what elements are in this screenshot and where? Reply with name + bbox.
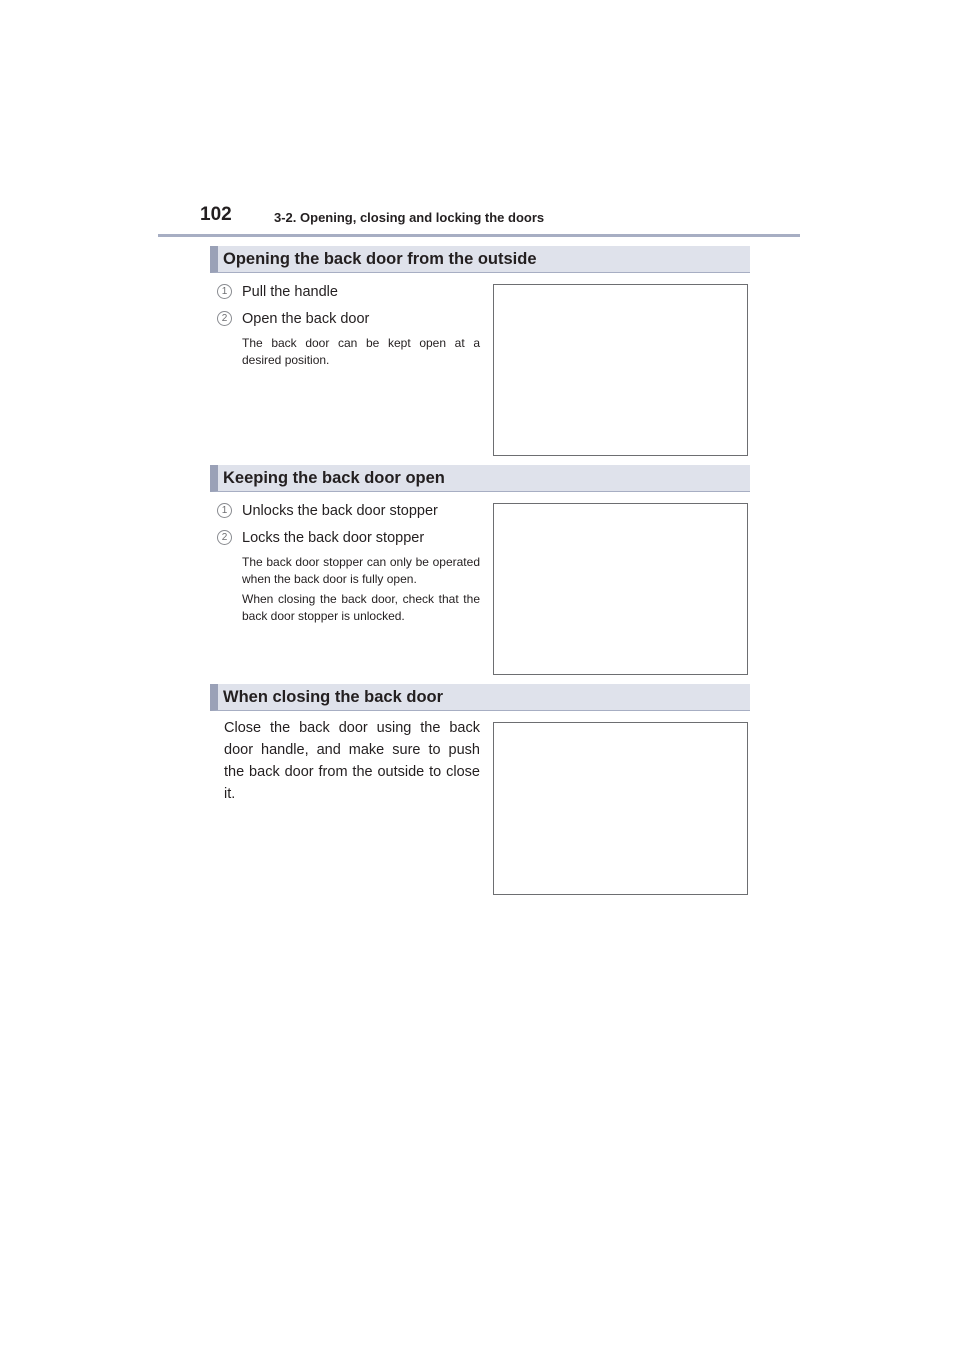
section-heading-bar bbox=[210, 684, 750, 711]
section-opening-from-outside bbox=[210, 246, 750, 367]
page-number: 102 bbox=[200, 204, 232, 225]
illustration-frame bbox=[493, 503, 748, 675]
section-title: Opening the back door from the outside bbox=[223, 250, 537, 268]
step-text: Locks the back door stopper bbox=[242, 530, 425, 546]
step-number-badge: 1 bbox=[217, 284, 232, 299]
illustration-frame bbox=[493, 722, 748, 895]
section-closing bbox=[210, 684, 750, 802]
section-heading-bar bbox=[210, 246, 750, 273]
step-item bbox=[210, 309, 480, 331]
step-number-badge: 1 bbox=[217, 503, 232, 518]
note-text: The back door can be kept open at a desired position. bbox=[242, 336, 480, 367]
step-item bbox=[210, 501, 480, 523]
step-text: Unlocks the back door stopper bbox=[242, 503, 438, 519]
step-item bbox=[210, 282, 480, 304]
chapter-title: 3-2. Opening, closing and locking the doors bbox=[274, 210, 545, 225]
step-number-badge: 2 bbox=[217, 530, 232, 545]
illustration-frame bbox=[493, 284, 748, 456]
step-note bbox=[242, 335, 480, 372]
section-title: When closing the back door bbox=[223, 688, 444, 706]
note-text: When closing the back door, check that the back door stopper is unlocked. bbox=[242, 592, 480, 623]
step-number-badge: 2 bbox=[217, 311, 232, 326]
step-text: Open the back door bbox=[242, 311, 370, 327]
section-heading-bar bbox=[210, 465, 750, 492]
step-text: Pull the handle bbox=[242, 284, 338, 300]
section-title: Keeping the back door open bbox=[223, 469, 445, 487]
step-item bbox=[210, 528, 480, 550]
body-paragraph: Close the back door using the back door handle, and make sure to push the back door from the outside to close it. bbox=[224, 720, 480, 802]
page-header bbox=[158, 200, 800, 237]
note-text: The back door stopper can only be operated when the back door is fully open. bbox=[242, 555, 480, 586]
step-note bbox=[242, 554, 480, 628]
section-keeping-open bbox=[210, 465, 750, 623]
